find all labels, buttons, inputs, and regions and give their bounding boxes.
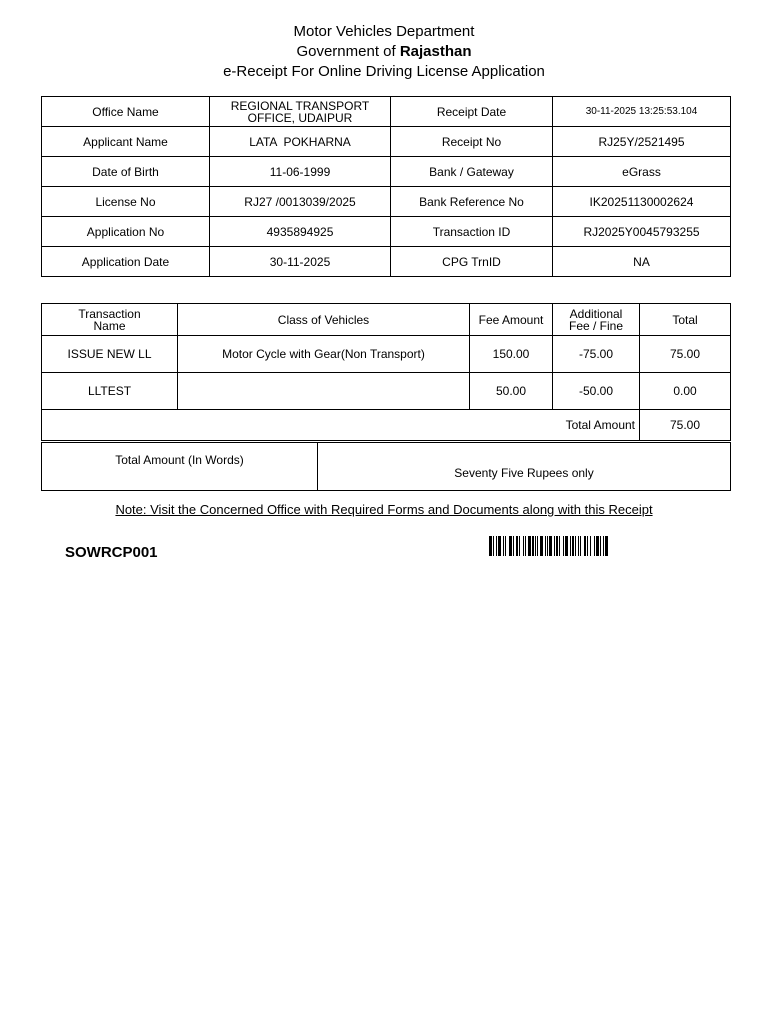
- barcode-bar: [584, 536, 586, 556]
- barcode-bar: [590, 536, 591, 556]
- receipt-code: SOWRCP001: [65, 544, 158, 561]
- receipt-note: Note: Visit the Concerned Office with Required Forms and Documents along with this Receipt: [115, 502, 653, 517]
- col-transaction-name-line-1: Transaction: [78, 306, 141, 321]
- government-prefix: Government of: [296, 43, 400, 60]
- barcode-bar: [570, 536, 571, 556]
- col-additional-fee: [553, 304, 640, 336]
- application-no-value: 4935894925: [210, 217, 391, 247]
- additional-fee: -50.00: [553, 373, 640, 410]
- office-name-value: [210, 97, 391, 127]
- barcode-bar: [547, 536, 548, 556]
- barcode-bar: [493, 536, 494, 556]
- application-date-value: 30-11-2025: [210, 247, 391, 277]
- vehicle-class: Motor Cycle with Gear(Non Transport): [178, 336, 470, 373]
- fee-header-row: [42, 304, 731, 336]
- barcode-bar: [565, 536, 568, 556]
- barcode-bar: [605, 536, 608, 556]
- fee-amount: 50.00: [470, 373, 553, 410]
- application-no-label: Application No: [42, 217, 210, 247]
- receipt-title: e-Receipt For Online Driving License Application: [223, 63, 545, 80]
- barcode-bar: [489, 536, 492, 556]
- barcode-bar: [600, 536, 601, 556]
- receipt-date-value: 30-11-2025 13:25:53.104: [553, 97, 731, 127]
- barcode-bar: [496, 536, 497, 556]
- department-title: Motor Vehicles Department: [293, 23, 475, 40]
- barcode-bar: [523, 536, 524, 556]
- table-row: [42, 443, 731, 491]
- barcode-bar: [556, 536, 558, 556]
- table-row: [42, 336, 731, 373]
- total-amount-row: [42, 410, 731, 441]
- barcode-bar: [603, 536, 604, 556]
- cpg-value: NA: [553, 247, 731, 277]
- amount-words-value: Seventy Five Rupees only: [318, 443, 731, 491]
- barcode-bar: [580, 536, 581, 556]
- barcode-bar: [513, 536, 514, 556]
- barcode-bar: [594, 536, 595, 556]
- dob-value: 11-06-1999: [210, 157, 391, 187]
- col-additional-line-1: Additional: [569, 306, 623, 321]
- transaction-name: LLTEST: [42, 373, 178, 410]
- col-transaction-name: [42, 304, 178, 336]
- transaction-id-value: RJ2025Y0045793255: [553, 217, 731, 247]
- table-row: [42, 187, 731, 217]
- barcode-bar: [532, 536, 534, 556]
- barcode-bar: [596, 536, 599, 556]
- barcode: [489, 536, 701, 556]
- fee-amount: 150.00: [470, 336, 553, 373]
- barcode-bar: [575, 536, 576, 556]
- cpg-label: CPG TrnID: [391, 247, 553, 277]
- barcode-bar: [554, 536, 555, 556]
- col-fee-amount: Fee Amount: [470, 304, 553, 336]
- office-name-line-1: REGIONAL TRANSPORT: [230, 98, 370, 113]
- license-no-label: License No: [42, 187, 210, 217]
- col-total: Total: [640, 304, 731, 336]
- barcode-bar: [509, 536, 512, 556]
- vehicle-class: [178, 373, 470, 410]
- barcode-bar: [535, 536, 536, 556]
- government-line: [0, 42, 768, 62]
- amount-words-label: Total Amount (In Words): [42, 443, 318, 491]
- barcode-bar: [498, 536, 501, 556]
- table-row: [42, 373, 731, 410]
- transaction-name: ISSUE NEW LL: [42, 336, 178, 373]
- col-transaction-name-line-2: Name: [93, 318, 126, 333]
- bank-ref-value: IK20251130002624: [553, 187, 731, 217]
- office-name-label: Office Name: [42, 97, 210, 127]
- barcode-bar: [572, 536, 574, 556]
- barcode-bar: [545, 536, 546, 556]
- table-row: [42, 217, 731, 247]
- additional-fee: -75.00: [553, 336, 640, 373]
- table-row: [42, 157, 731, 187]
- barcode-bar: [516, 536, 518, 556]
- bank-gateway-value: eGrass: [553, 157, 731, 187]
- receipt-no-value: RJ25Y/2521495: [553, 127, 731, 157]
- receipt-no-label: Receipt No: [391, 127, 553, 157]
- state-name: Rajasthan: [399, 43, 472, 60]
- barcode-bar: [519, 536, 520, 556]
- row-total: 0.00: [640, 373, 731, 410]
- barcode-bar: [587, 536, 588, 556]
- applicant-name-value: LATA POKHARNA: [210, 127, 391, 157]
- receipt-date-label: Receipt Date: [391, 97, 553, 127]
- applicant-info-table: [41, 96, 731, 277]
- application-date-label: Application Date: [42, 247, 210, 277]
- table-row: [42, 127, 731, 157]
- row-total: 75.00: [640, 336, 731, 373]
- bank-ref-label: Bank Reference No: [391, 187, 553, 217]
- barcode-bar: [503, 536, 504, 556]
- barcode-bar: [525, 536, 526, 556]
- amount-in-words-table: [41, 442, 731, 491]
- col-class-of-vehicles: Class of Vehicles: [178, 304, 470, 336]
- barcode-bar: [505, 536, 506, 556]
- office-name-line-2: OFFICE, UDAIPUR: [247, 110, 353, 125]
- barcode-bar: [578, 536, 579, 556]
- col-additional-line-2: Fee / Fine: [568, 318, 624, 333]
- license-no-value: RJ27 /0013039/2025: [210, 187, 391, 217]
- barcode-bar: [559, 536, 560, 556]
- barcode-bar: [540, 536, 543, 556]
- barcode-bar: [563, 536, 564, 556]
- fee-table: [41, 303, 731, 441]
- table-row: [42, 97, 731, 127]
- transaction-id-label: Transaction ID: [391, 217, 553, 247]
- bank-gateway-label: Bank / Gateway: [391, 157, 553, 187]
- receipt-header: [0, 22, 768, 82]
- table-row: [42, 247, 731, 277]
- barcode-bar: [537, 536, 538, 556]
- total-amount-label: Total Amount: [42, 410, 640, 441]
- barcode-bar: [549, 536, 552, 556]
- dob-label: Date of Birth: [42, 157, 210, 187]
- total-amount-value: 75.00: [640, 410, 731, 441]
- barcode-bar: [528, 536, 531, 556]
- applicant-name-label: Applicant Name: [42, 127, 210, 157]
